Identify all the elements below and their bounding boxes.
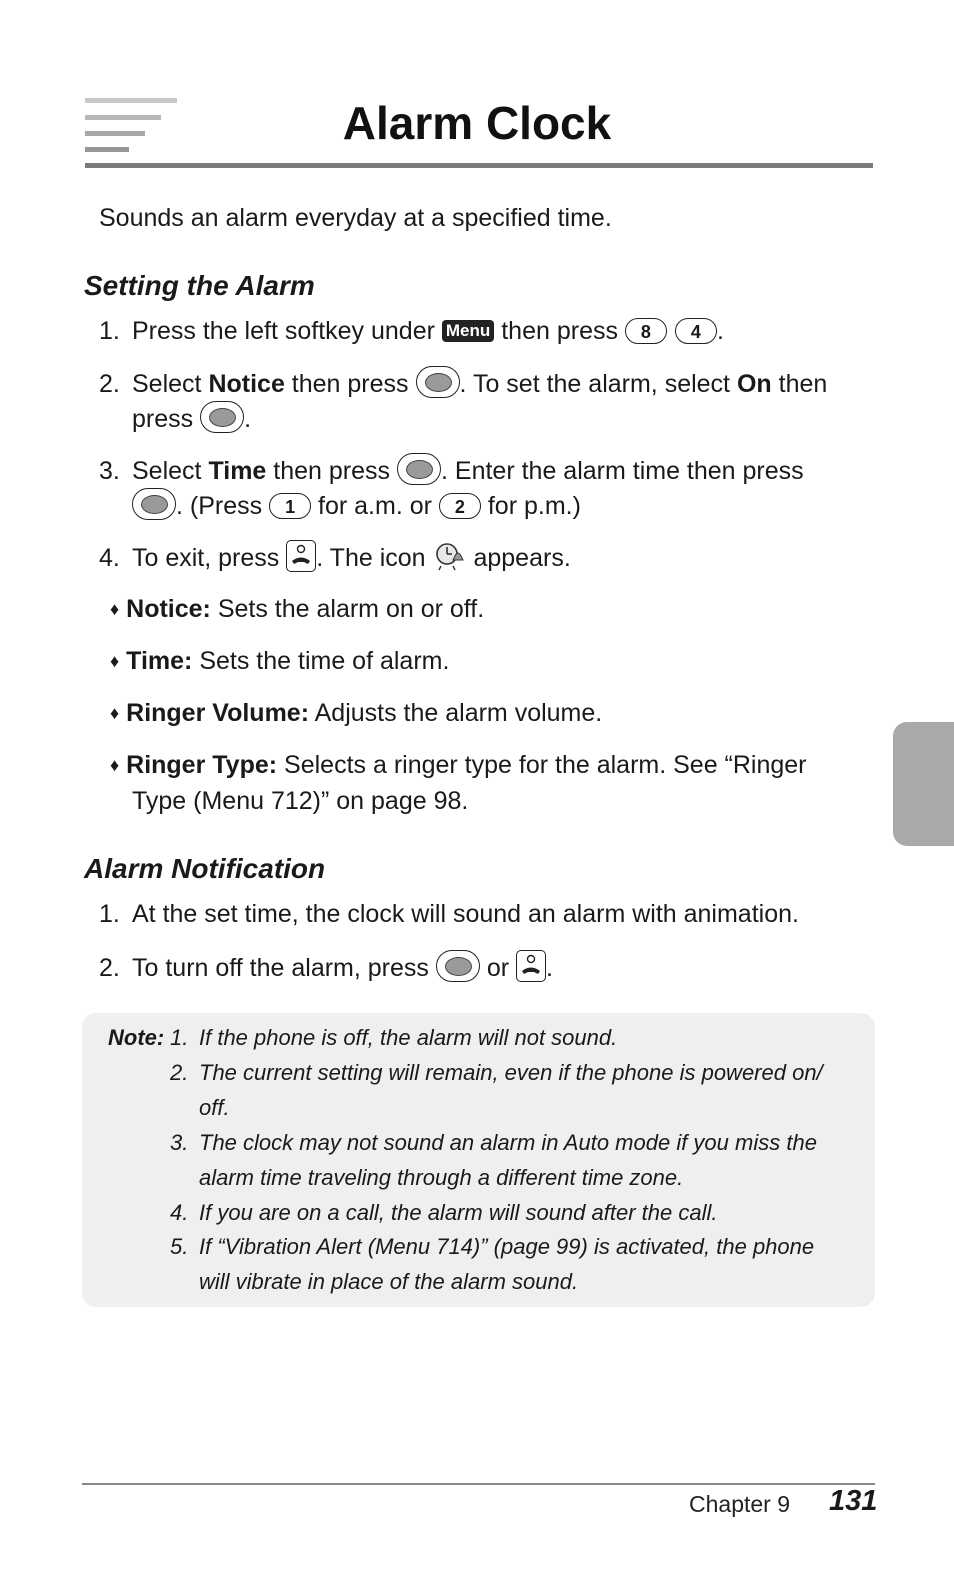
note-label: Note:	[108, 1025, 165, 1050]
chapter-side-tab	[893, 722, 954, 846]
end-key-icon	[516, 950, 546, 982]
bullet-ringer-volume: ♦ Ringer Volume: Adjusts the alarm volume.	[110, 699, 603, 727]
key-2-icon: 2	[439, 493, 481, 519]
note-item-3-text2: alarm time traveling through a different time zone.	[199, 1165, 684, 1190]
ok-key-icon	[436, 950, 480, 982]
step-3-line1: 3. Select Time then press . Enter the alarm time then press	[99, 453, 804, 489]
key-8-icon: 8	[625, 318, 667, 344]
note-item-2-text: The current setting will remain, even if the phone is powered on/	[199, 1060, 823, 1085]
note-box	[82, 1013, 875, 1307]
ok-key-icon	[200, 401, 244, 433]
bullet-time: ♦ Time: Sets the time of alarm.	[110, 647, 450, 675]
step-3-line2: . (Press 1 for a.m. or 2 for p.m.)	[132, 488, 581, 524]
diamond-bullet-icon: ♦	[110, 599, 120, 619]
bullet-ringer-type-line2: Type (Menu 712)” on page 98.	[132, 787, 469, 815]
note-item-4-text: If you are on a call, the alarm will sound after the call.	[199, 1200, 718, 1225]
note-item-2-text2: off.	[199, 1095, 230, 1120]
section-heading-notification: Alarm Notification	[84, 853, 326, 884]
chapter-label: Chapter 9	[689, 1491, 791, 1517]
bullet-ringer-type: ♦ Ringer Type: Selects a ringer type for the alarm. See “Ringer	[110, 751, 807, 779]
intro-text: Sounds an alarm everyday at a specified time.	[99, 204, 612, 232]
note-item-3-text: The clock may not sound an alarm in Auto mode if you miss the	[199, 1130, 817, 1155]
note-item-1: 1.	[170, 1025, 189, 1050]
diamond-bullet-icon: ♦	[110, 755, 120, 775]
page-title: Alarm Clock	[342, 97, 612, 149]
step-2-line2: press .	[132, 401, 251, 437]
ok-key-icon	[416, 366, 460, 398]
key-4-icon: 4	[675, 318, 717, 344]
title-rule	[85, 163, 873, 168]
note-item-5-text2: will vibrate in place of the alarm sound.	[199, 1269, 579, 1294]
step-2-line1: 2. Select Notice then press . To set the alarm, select On then	[99, 366, 827, 402]
ok-key-icon	[132, 488, 176, 520]
alarm-clock-icon	[433, 540, 467, 572]
notification-step-1: 1. At the set time, the clock will sound an alarm with animation.	[99, 900, 799, 928]
note-item-4: 4.	[170, 1200, 189, 1225]
page-number: 131	[829, 1485, 878, 1517]
key-1-icon: 1	[269, 493, 311, 519]
note-item-1-text: If the phone is off, the alarm will not sound.	[199, 1025, 618, 1050]
notification-step-2: 2. To turn off the alarm, press or .	[99, 950, 553, 986]
note-item-5-text: If “Vibration Alert (Menu 714)” (page 99) is activated, the phone	[199, 1234, 815, 1259]
end-key-icon	[286, 540, 316, 572]
step-1: 1. Press the left softkey under Menu then press 8 4 .	[99, 317, 724, 345]
step-4: 4. To exit, press . The icon appears.	[99, 540, 571, 576]
section-heading-setting: Setting the Alarm	[84, 270, 315, 301]
note-item-2: 2.	[170, 1060, 189, 1085]
ok-key-icon	[397, 453, 441, 485]
menu-key-icon: Menu	[442, 320, 494, 342]
diamond-bullet-icon: ♦	[110, 651, 120, 671]
diamond-bullet-icon: ♦	[110, 703, 120, 723]
note-item-5: 5.	[170, 1234, 189, 1259]
bullet-notice: ♦ Notice: Sets the alarm on or off.	[110, 595, 485, 623]
note-item-3: 3.	[170, 1130, 189, 1155]
footer-rule	[82, 1483, 875, 1485]
